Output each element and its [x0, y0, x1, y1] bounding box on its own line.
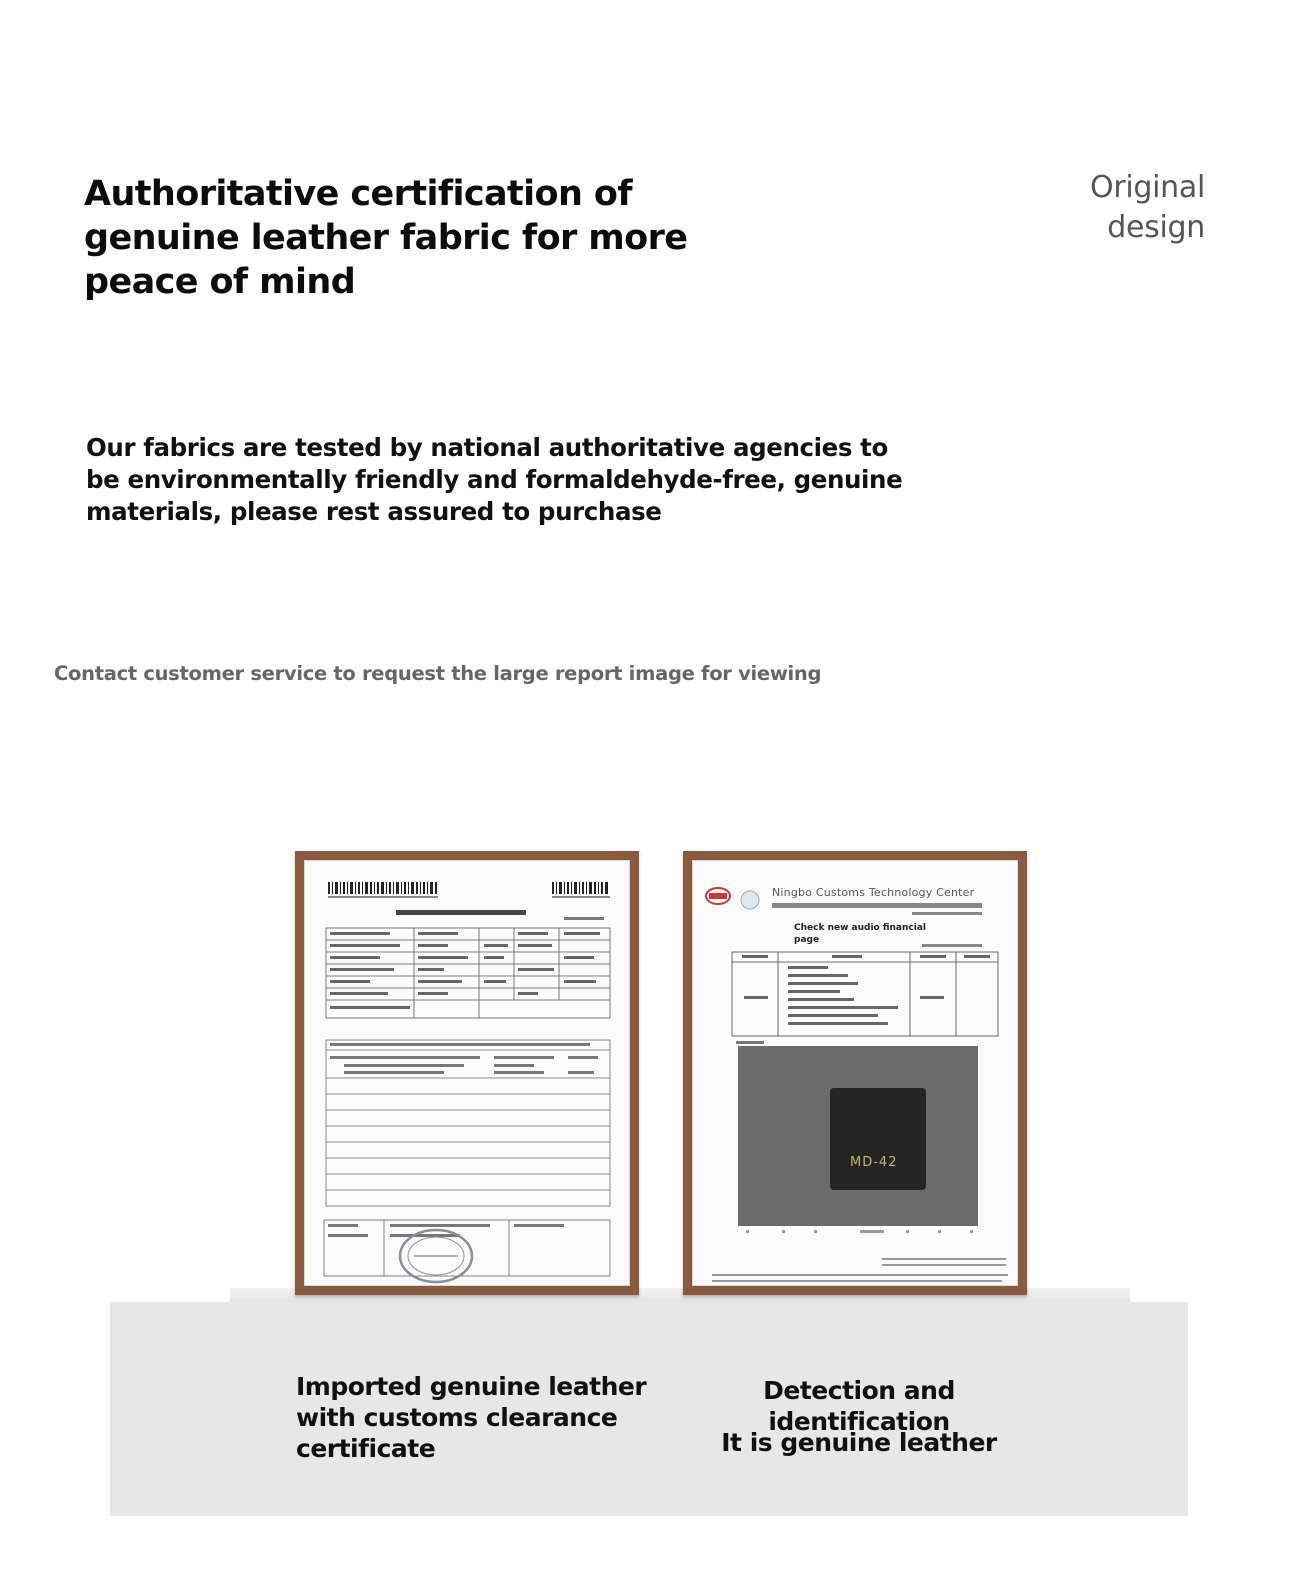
customs-seal-stamp	[400, 1230, 472, 1282]
customs-form-graphic	[304, 860, 630, 1286]
detection-caption-line-2: It is genuine leather	[721, 1428, 997, 1457]
sample-label: MD-42	[850, 1155, 898, 1170]
barcode-left	[328, 882, 438, 898]
detection-caption-line-1: Detection and identification	[763, 1376, 955, 1436]
customs-certificate-frame	[295, 851, 639, 1295]
brand-tagline	[1090, 168, 1205, 248]
test-report-document	[692, 860, 1018, 1286]
test-report-frame	[683, 851, 1027, 1295]
page-headline: Authoritative certification of genuine leather fabric for more peace of mind	[84, 174, 688, 302]
barcode-right	[552, 882, 610, 898]
tagline-line-2: design	[1107, 210, 1205, 245]
cma-logo-icon	[706, 888, 730, 904]
customs-emblem-icon	[741, 891, 759, 909]
description-text: Our fabrics are tested by national authoritative agencies to be environmentally friendly and formaldehyde-free, genuine materials, please rest assured to purchase	[86, 433, 903, 526]
report-subheader: Check new audio financial page	[794, 923, 926, 945]
report-issuer-title: Ningbo Customs Technology Center	[772, 886, 975, 899]
tagline-line-1: Original	[1090, 170, 1205, 205]
contact-note: Contact customer service to request the large report image for viewing	[54, 662, 822, 685]
customs-certificate-document	[304, 860, 630, 1286]
customs-certificate-caption: Imported genuine leather with customs clearance certificate	[296, 1372, 647, 1463]
leather-swatch	[830, 1088, 926, 1190]
